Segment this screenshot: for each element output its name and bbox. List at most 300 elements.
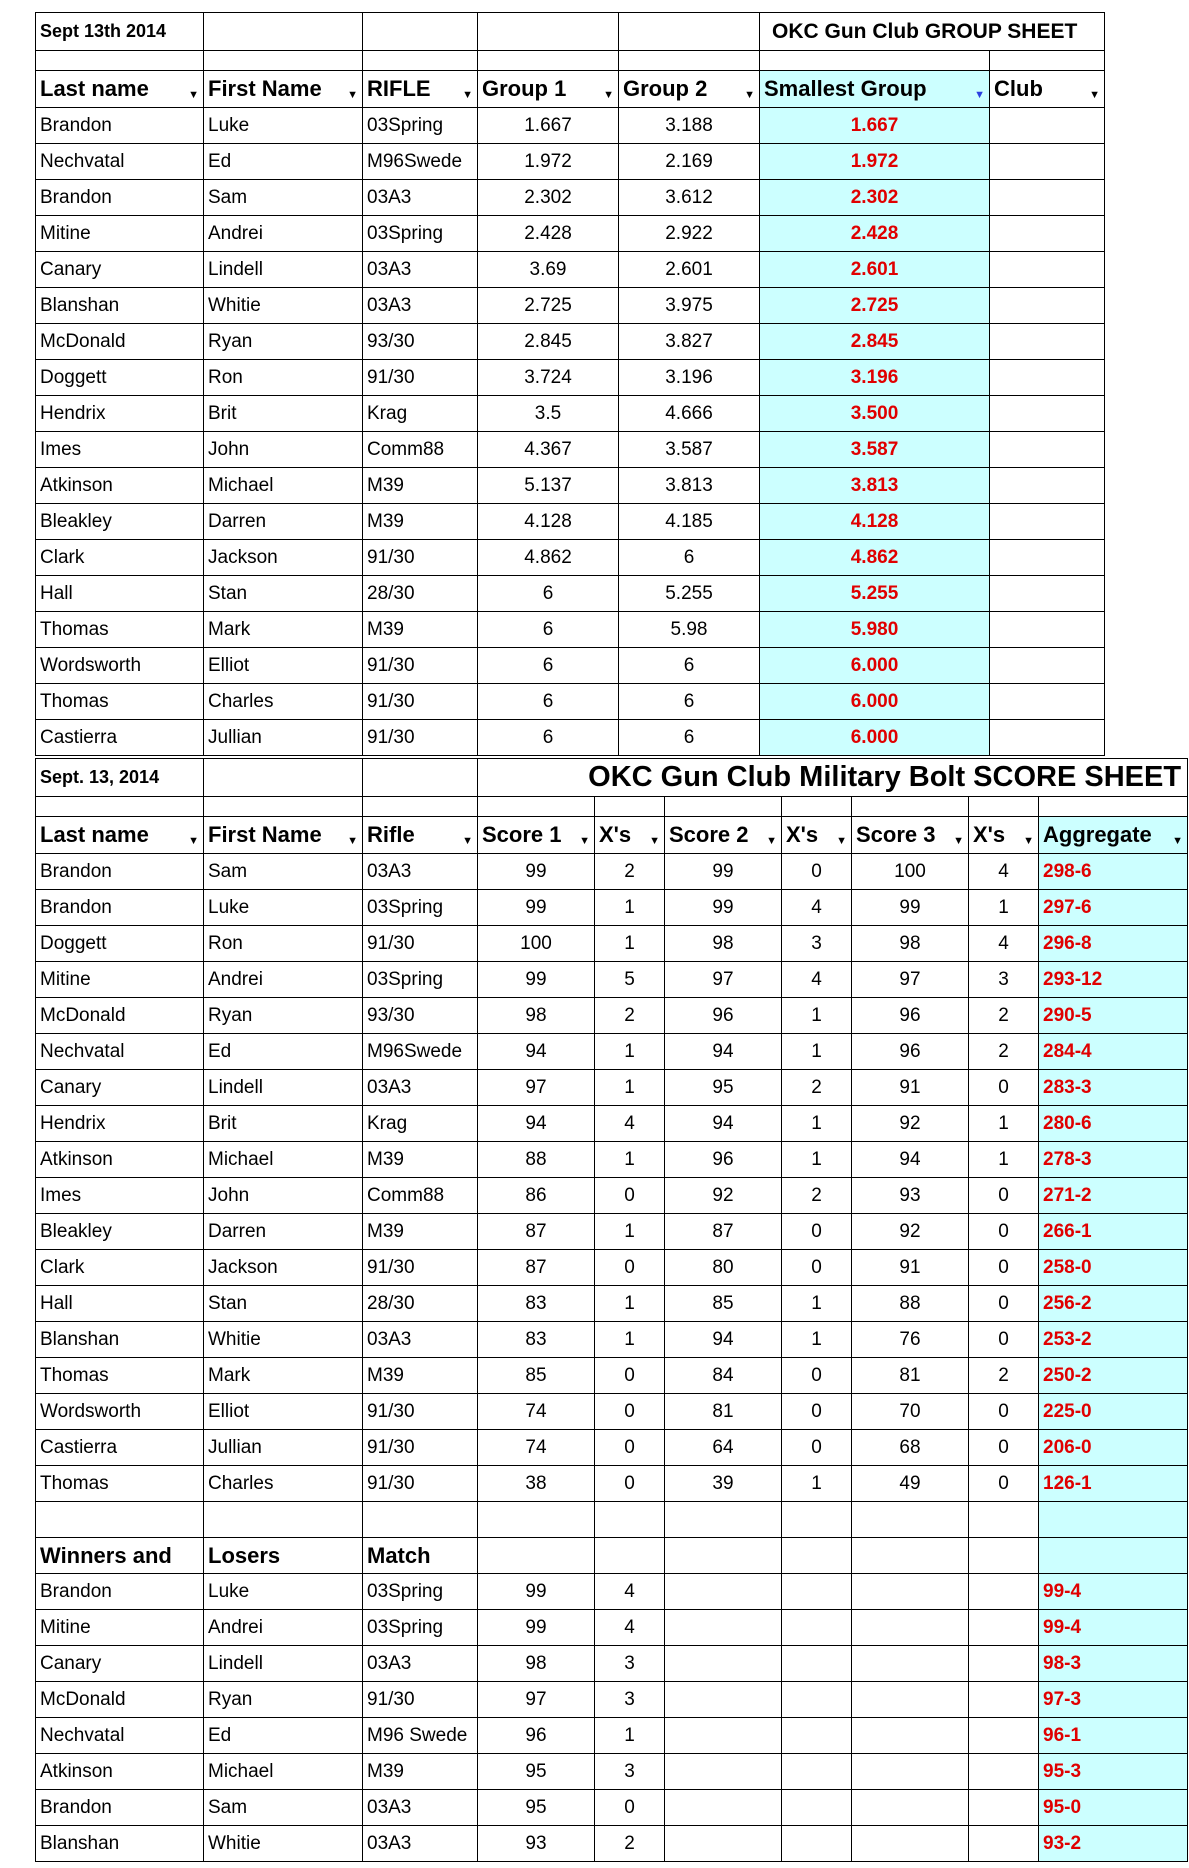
table-cell: Mark [204,1358,363,1394]
column-header[interactable] [363,817,478,854]
table-cell: 91/30 [363,684,478,720]
empty-cell [969,1538,1039,1574]
group-header-row-group [36,71,1105,108]
column-header[interactable] [204,817,363,854]
filter-dropdown-icon[interactable]: ▼ [1023,835,1034,847]
table-cell: 3.724 [478,360,619,396]
table-cell: Charles [204,1466,363,1502]
table-cell: 87 [478,1250,595,1286]
table-cell: M39 [363,1754,478,1790]
table-cell: 0 [782,1214,852,1250]
table-cell: 92 [852,1214,969,1250]
table-cell: 5.98 [619,612,760,648]
table-cell: 91 [852,1250,969,1286]
table-cell: Clark [36,540,204,576]
table-cell [990,216,1105,252]
column-header-label: Aggregate [1043,822,1152,847]
column-header[interactable] [478,71,619,108]
table-cell: Atkinson [36,1754,204,1790]
table-cell: Krag [363,396,478,432]
table-cell: 03Spring [363,1574,478,1610]
table-cell: 266-1 [1039,1214,1188,1250]
table-cell: 38 [478,1466,595,1502]
table-cell: 284-4 [1039,1034,1188,1070]
table-cell: 97 [665,962,782,998]
empty-cell [969,1754,1039,1790]
empty-cell [478,1538,595,1574]
table-cell: 250-2 [1039,1358,1188,1394]
filter-dropdown-icon[interactable]: ▼ [347,835,358,847]
table-cell: Brandon [36,1790,204,1826]
table-cell: 6.000 [760,720,990,756]
table-cell: 3.587 [760,432,990,468]
table-cell: Michael [204,468,363,504]
table-cell: 2.428 [478,216,619,252]
column-header[interactable] [619,71,760,108]
table-cell: 1 [969,890,1039,926]
table-cell: 4 [782,890,852,926]
empty-cell [852,1646,969,1682]
table-cell: 2 [595,1826,665,1862]
table-cell: 3.975 [619,288,760,324]
table-row [36,1718,1188,1754]
table-row [36,1034,1188,1070]
table-cell: 6.000 [760,648,990,684]
table-cell [990,396,1105,432]
table-cell: 99-4 [1039,1610,1188,1646]
score-sheet-table [35,758,1188,1862]
table-cell: 3.813 [760,468,990,504]
table-cell: 03A3 [363,1646,478,1682]
table-cell: 0 [595,1430,665,1466]
table-cell: 99 [665,854,782,890]
table-cell: Canary [36,252,204,288]
column-header-label: Rifle [367,822,415,847]
table-cell: Whitie [204,1826,363,1862]
table-cell: 4 [782,962,852,998]
table-cell: 6 [619,648,760,684]
table-cell: 91/30 [363,1250,478,1286]
score-title-row [36,759,1188,797]
table-cell: McDonald [36,998,204,1034]
table-row [36,288,1105,324]
empty-cell [782,1646,852,1682]
table-cell: 03Spring [363,1610,478,1646]
column-header[interactable] [478,817,595,854]
empty-cell [969,1610,1039,1646]
table-cell: Sam [204,854,363,890]
table-row [36,890,1188,926]
table-cell: 92 [665,1178,782,1214]
table-cell: M39 [363,1214,478,1250]
table-cell: 4.862 [760,540,990,576]
table-cell: 87 [665,1214,782,1250]
table-cell: 03Spring [363,890,478,926]
table-cell: 4 [969,926,1039,962]
score-sheet-date: Sept. 13, 2014 [36,759,204,797]
table-cell: Canary [36,1646,204,1682]
table-cell: Wordsworth [36,648,204,684]
table-row [36,504,1105,540]
table-cell: Nechvatal [36,144,204,180]
table-cell: 91/30 [363,1394,478,1430]
table-cell: McDonald [36,1682,204,1718]
table-cell: 39 [665,1466,782,1502]
table-cell: M96Swede [363,144,478,180]
table-row [36,720,1105,756]
table-cell: 94 [665,1034,782,1070]
table-cell: Sam [204,180,363,216]
table-cell: 5.255 [760,576,990,612]
table-row [36,360,1105,396]
empty-cell [852,1538,969,1574]
winners-body [36,1574,1188,1862]
table-cell: Blanshan [36,288,204,324]
filter-dropdown-icon[interactable]: ▼ [766,835,777,847]
table-cell: 0 [782,854,852,890]
empty-cell [852,1718,969,1754]
table-cell: Mitine [36,1610,204,1646]
column-header[interactable] [595,817,665,854]
empty-cell [969,1790,1039,1826]
table-cell: 1.972 [478,144,619,180]
table-cell: McDonald [36,324,204,360]
table-cell: Brit [204,1106,363,1142]
empty-cell [665,1718,782,1754]
table-cell: 2 [595,854,665,890]
table-cell: 4 [595,1106,665,1142]
table-cell: 3.587 [619,432,760,468]
table-cell: Canary [36,1070,204,1106]
table-cell: 97 [478,1682,595,1718]
filter-dropdown-icon[interactable]: ▼ [603,89,614,101]
table-row [36,468,1105,504]
table-cell: 2.169 [619,144,760,180]
table-cell: 3.196 [619,360,760,396]
table-cell: 256-2 [1039,1286,1188,1322]
table-cell: Hendrix [36,396,204,432]
table-cell [990,288,1105,324]
table-cell: 293-12 [1039,962,1188,998]
table-cell: Blanshan [36,1826,204,1862]
table-cell: Elliot [204,1394,363,1430]
empty-cell [969,1682,1039,1718]
empty-cell [363,13,478,51]
filter-dropdown-icon[interactable]: ▼ [347,89,358,101]
table-cell: 88 [852,1286,969,1322]
table-cell: Comm88 [363,1178,478,1214]
table-cell: 0 [595,1250,665,1286]
table-cell: 100 [478,926,595,962]
table-cell [990,108,1105,144]
table-cell: 81 [852,1358,969,1394]
column-header[interactable] [852,817,969,854]
table-cell: Ed [204,1034,363,1070]
table-cell: 258-0 [1039,1250,1188,1286]
table-cell: Blanshan [36,1322,204,1358]
table-cell: 0 [782,1430,852,1466]
empty-cell [852,1790,969,1826]
table-cell: Atkinson [36,468,204,504]
empty-cell [782,1718,852,1754]
table-row [36,1646,1188,1682]
table-cell: 96-1 [1039,1718,1188,1754]
empty-cell [969,1826,1039,1862]
empty-cell [478,13,619,51]
table-row [36,1610,1188,1646]
table-cell: 298-6 [1039,854,1188,890]
empty-cell [782,1754,852,1790]
winners-header-row [36,1538,1188,1574]
table-cell: 6.000 [760,684,990,720]
table-cell: 80 [665,1250,782,1286]
table-cell: 2.428 [760,216,990,252]
table-cell: 1 [595,1214,665,1250]
filter-dropdown-icon[interactable]: ▼ [462,89,473,101]
table-cell: 99 [478,962,595,998]
table-cell: 5 [595,962,665,998]
filter-dropdown-icon[interactable]: ▼ [1089,89,1101,101]
table-cell: 93-2 [1039,1826,1188,1862]
table-cell: 5.137 [478,468,619,504]
empty-cell [852,1754,969,1790]
table-cell: M96Swede [363,1034,478,1070]
table-cell: Imes [36,1178,204,1214]
table-cell: Darren [204,1214,363,1250]
filter-dropdown-icon[interactable]: ▼ [649,835,660,847]
column-header[interactable] [36,71,204,108]
table-cell: Mitine [36,216,204,252]
table-cell: 99 [478,890,595,926]
column-header[interactable] [36,817,204,854]
table-cell: 6 [478,612,619,648]
table-row [36,1070,1188,1106]
empty-cell [363,759,478,797]
table-cell: 4.128 [760,504,990,540]
table-cell: 0 [782,1358,852,1394]
table-cell: M96 Swede [363,1718,478,1754]
table-cell: 87 [478,1214,595,1250]
empty-cell [665,1574,782,1610]
table-cell: 1 [595,926,665,962]
table-cell: M39 [363,1142,478,1178]
table-cell: 290-5 [1039,998,1188,1034]
table-cell: 91/30 [363,360,478,396]
filter-dropdown-icon[interactable]: ▼ [744,89,755,101]
filter-dropdown-icon[interactable]: ▼ [188,89,199,101]
table-cell: 99 [852,890,969,926]
section-label: Losers [204,1538,363,1574]
table-cell: 74 [478,1394,595,1430]
table-row [36,1394,1188,1430]
table-cell: 2.601 [760,252,990,288]
table-cell: 0 [969,1178,1039,1214]
column-header-label: X's [786,822,819,847]
filter-dropdown-icon[interactable]: ▼ [974,89,985,101]
table-cell: 98-3 [1039,1646,1188,1682]
empty-cell [852,1610,969,1646]
empty-cell [204,13,363,51]
filter-dropdown-icon[interactable]: ▼ [836,835,847,847]
table-cell: Luke [204,108,363,144]
empty-cell [665,1682,782,1718]
table-row [36,962,1188,998]
table-cell: 4.666 [619,396,760,432]
column-header[interactable] [1039,817,1188,854]
table-cell: 91/30 [363,648,478,684]
table-cell: 0 [595,1790,665,1826]
table-cell: M39 [363,504,478,540]
table-cell: 3.500 [760,396,990,432]
table-cell: Doggett [36,360,204,396]
table-cell: Andrei [204,962,363,998]
table-cell: 0 [969,1394,1039,1430]
table-row [36,144,1105,180]
table-cell: 3.5 [478,396,619,432]
table-cell: 4 [969,854,1039,890]
table-cell: Nechvatal [36,1718,204,1754]
table-cell: Thomas [36,612,204,648]
table-cell: 0 [969,1214,1039,1250]
table-cell: 0 [969,1322,1039,1358]
table-cell: Jackson [204,1250,363,1286]
table-cell: 97-3 [1039,1682,1188,1718]
table-row [36,180,1105,216]
table-cell: 0 [969,1430,1039,1466]
column-header[interactable] [990,71,1105,108]
table-cell: 03A3 [363,1790,478,1826]
table-cell: Andrei [204,216,363,252]
table-cell [990,504,1105,540]
table-cell: 1 [782,998,852,1034]
table-cell: M39 [363,1358,478,1394]
table-cell: 0 [782,1394,852,1430]
table-cell: 6 [478,720,619,756]
table-cell: Luke [204,890,363,926]
table-cell: 1.667 [760,108,990,144]
blank-row [36,1502,1188,1538]
table-cell: 0 [969,1070,1039,1106]
table-cell: Nechvatal [36,1034,204,1070]
score-header-row [36,817,1188,854]
table-cell: 1.972 [760,144,990,180]
table-cell: 74 [478,1430,595,1466]
table-cell: 03A3 [363,1322,478,1358]
column-header[interactable] [204,71,363,108]
table-cell: 1 [595,1142,665,1178]
table-cell: Thomas [36,684,204,720]
table-cell: 6 [478,576,619,612]
table-cell: 03Spring [363,108,478,144]
column-header[interactable] [363,71,478,108]
table-cell: Mitine [36,962,204,998]
table-cell: Brandon [36,854,204,890]
table-cell [990,540,1105,576]
table-row [36,648,1105,684]
table-cell: 253-2 [1039,1322,1188,1358]
table-cell: 296-8 [1039,926,1188,962]
filter-dropdown-icon[interactable]: ▼ [953,835,964,847]
table-cell: 93/30 [363,324,478,360]
table-cell: 99 [478,1574,595,1610]
column-header[interactable] [782,817,852,854]
filter-dropdown-icon[interactable]: ▼ [1172,835,1184,847]
table-cell: Comm88 [363,432,478,468]
table-cell: 2.922 [619,216,760,252]
table-cell: Hall [36,1286,204,1322]
column-header[interactable] [665,817,782,854]
spacer-row [36,797,1188,817]
table-row [36,396,1105,432]
table-cell: 2 [969,1034,1039,1070]
table-cell: Ryan [204,324,363,360]
table-cell: Hendrix [36,1106,204,1142]
table-cell: 85 [478,1358,595,1394]
table-cell: 92 [852,1106,969,1142]
table-cell: 97 [852,962,969,998]
table-cell: 6 [478,684,619,720]
table-cell: 2 [595,998,665,1034]
table-cell [990,468,1105,504]
table-cell: 1 [595,1718,665,1754]
table-cell [990,360,1105,396]
table-row [36,1178,1188,1214]
score-body [36,854,1188,1502]
filter-dropdown-icon[interactable]: ▼ [188,835,199,847]
table-cell: 03A3 [363,180,478,216]
table-cell: Lindell [204,1070,363,1106]
column-header[interactable] [969,817,1039,854]
empty-cell [665,1826,782,1862]
table-cell: Elliot [204,648,363,684]
table-cell: 91/30 [363,540,478,576]
table-cell: 94 [478,1106,595,1142]
table-cell: 0 [595,1358,665,1394]
filter-dropdown-icon[interactable]: ▼ [579,835,590,847]
table-cell: 95-0 [1039,1790,1188,1826]
table-cell: 96 [665,998,782,1034]
table-row [36,324,1105,360]
table-cell: 6 [619,720,760,756]
column-header[interactable] [760,71,990,108]
table-cell: 84 [665,1358,782,1394]
empty-cell [969,1718,1039,1754]
table-cell: Ron [204,360,363,396]
table-cell: 3.69 [478,252,619,288]
table-cell: 03A3 [363,288,478,324]
table-cell: Castierra [36,720,204,756]
table-cell: 5.255 [619,576,760,612]
empty-cell [852,1826,969,1862]
table-row [36,1790,1188,1826]
table-cell: Jullian [204,720,363,756]
table-cell: Ron [204,926,363,962]
table-cell: Thomas [36,1358,204,1394]
table-cell: 1 [782,1034,852,1070]
table-cell: 1 [595,890,665,926]
table-cell: Ed [204,144,363,180]
table-cell: 93/30 [363,998,478,1034]
table-cell: 99 [478,854,595,890]
table-cell: Thomas [36,1466,204,1502]
table-cell: Andrei [204,1610,363,1646]
group-body [36,108,1105,756]
filter-dropdown-icon[interactable]: ▼ [462,835,473,847]
table-cell: Sam [204,1790,363,1826]
table-cell: 278-3 [1039,1142,1188,1178]
table-cell: 2.302 [478,180,619,216]
table-cell: 1 [969,1142,1039,1178]
